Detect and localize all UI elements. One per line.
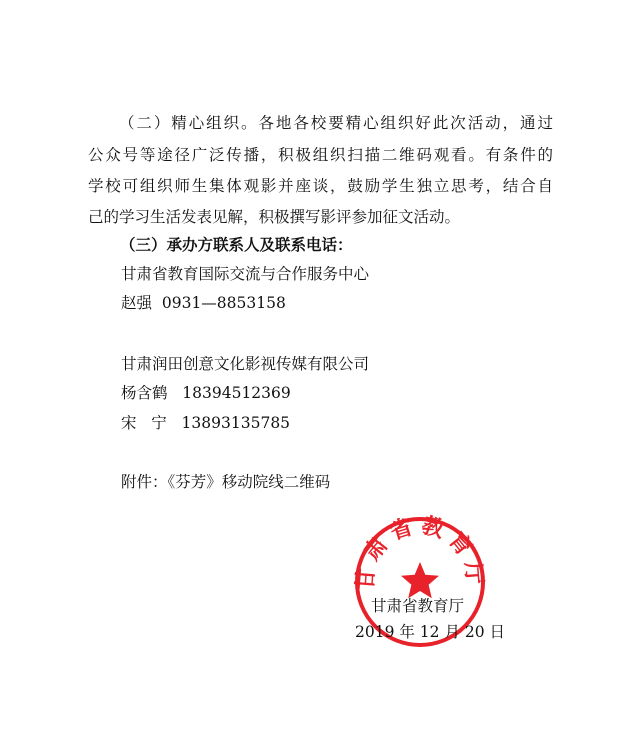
- signature-date: 2019 年 12 月 20 日: [355, 623, 506, 641]
- contact-person: 赵强 0931—8853158: [121, 294, 286, 312]
- signature-org: 甘肃省教育厅: [371, 597, 465, 615]
- contact-org-name: 甘肃润田创意文化影视传媒有限公司: [121, 355, 370, 373]
- section-heading: （三）承办方联系人及联系电话：: [120, 235, 353, 254]
- contact-org-name: 甘肃省教育国际交流与合作服务中心: [121, 265, 370, 283]
- contact-person: 宋 宁 13893135785: [121, 414, 291, 432]
- paragraph-line: （二）精心组织。各地各校要精心组织好此次活动，通过: [119, 114, 553, 132]
- contact-person: 杨含鹤 18394512369: [121, 384, 291, 402]
- svg-text:甘肃省教育厅: 甘肃省教育厅: [352, 512, 488, 592]
- paragraph-line: 学校可组织师生集体观影并座谈，鼓励学生独立思考，结合自: [88, 177, 553, 195]
- paragraph-line: 公众号等途径广泛传播，积极组织扫描二维码观看。有条件的: [88, 146, 553, 164]
- attachment-note: 附件：《芬芳》移动院线二维码: [121, 473, 331, 491]
- paragraph-line: 己的学习生活发表见解，积极撰写影评参加征文活动。: [88, 208, 461, 226]
